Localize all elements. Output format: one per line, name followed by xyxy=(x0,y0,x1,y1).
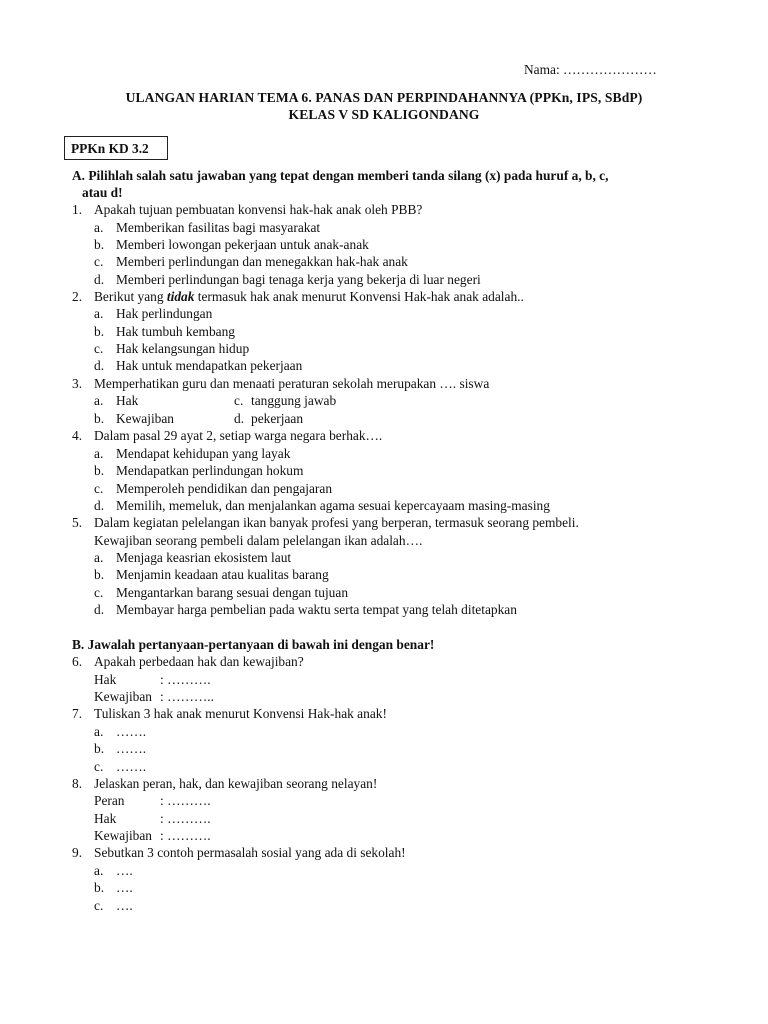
answer-blank[interactable]: …. xyxy=(116,863,133,878)
option-letter: b. xyxy=(94,463,105,478)
option-letter: a. xyxy=(94,220,104,235)
option-letter: a. xyxy=(94,306,104,321)
section-a-instruction: A. Pilihlah salah satu jawaban yang tepat dengan memberi tanda silang (x) pada huruf a, b, c, xyxy=(72,168,609,183)
option-text: Menjamin keadaan atau kualitas barang xyxy=(116,567,329,582)
option-text: Mendapatkan perlindungan hokum xyxy=(116,463,304,478)
question-number: 1. xyxy=(72,202,83,217)
answer-blank[interactable]: ……. xyxy=(116,741,147,756)
question-number: 5. xyxy=(72,515,83,530)
option-letter: d. xyxy=(94,272,105,287)
exam-title: ULANGAN HARIAN TEMA 6. PANAS DAN PERPINDAHANNYA (PPKn, IPS, SBdP) xyxy=(125,90,643,105)
option-text: Menjaga keasrian ekosistem laut xyxy=(116,550,292,565)
question-text: Apakah perbedaan hak dan kewajiban? xyxy=(94,654,304,669)
answer-label: Hak xyxy=(94,811,117,826)
answer-label: Kewajiban xyxy=(94,828,153,843)
emphasis-text: tidak xyxy=(166,289,195,304)
answer-blank[interactable]: …. xyxy=(116,898,133,913)
question-number: 3. xyxy=(72,376,83,391)
answer-blank[interactable]: : ………. xyxy=(160,811,211,826)
item-letter: c. xyxy=(94,898,104,913)
question-text: Dalam kegiatan pelelangan ikan banyak profesi yang berperan, termasuk seorang pembeli. xyxy=(94,515,579,530)
option-text: Memberi perlindungan bagi tenaga kerja yang bekerja di luar negeri xyxy=(116,272,481,287)
item-letter: b. xyxy=(94,741,105,756)
answer-blank[interactable]: ……. xyxy=(116,759,147,774)
option-text: tanggung jawab xyxy=(251,393,337,408)
option-letter: d. xyxy=(94,498,105,513)
option-text: Hak kelangsungan hidup xyxy=(116,341,250,356)
question-number: 6. xyxy=(72,654,83,669)
option-text: Membayar harga pembelian pada waktu serta tempat yang telah ditetapkan xyxy=(116,602,517,617)
class-title: KELAS V SD KALIGONDANG xyxy=(288,107,480,122)
question-text: Memperhatikan guru dan menaati peraturan sekolah merupakan …. siswa xyxy=(94,376,490,391)
question-text: Tuliskan 3 hak anak menurut Konvensi Hak-hak anak! xyxy=(94,706,387,721)
answer-label: Peran xyxy=(94,793,125,808)
question-text: Sebutkan 3 contoh permasalah sosial yang ada di sekolah! xyxy=(94,845,406,860)
answer-blank[interactable]: : ……….. xyxy=(160,689,214,704)
item-letter: b. xyxy=(94,880,105,895)
option-letter: d. xyxy=(94,602,105,617)
question-number: 2. xyxy=(72,289,83,304)
question-number: 7. xyxy=(72,706,83,721)
option-letter: b. xyxy=(94,567,105,582)
question-number: 4. xyxy=(72,428,83,443)
option-letter: c. xyxy=(94,585,104,600)
answer-label: Kewajiban xyxy=(94,689,153,704)
answer-blank[interactable]: : ………. xyxy=(160,828,211,843)
question-text: Berikut yang tidak termasuk hak anak menurut Konvensi Hak-hak anak adalah.. xyxy=(94,289,524,304)
option-text: Hak tumbuh kembang xyxy=(116,324,236,339)
option-letter: d. xyxy=(234,411,245,426)
answer-blank[interactable]: ……. xyxy=(116,724,147,739)
answer-label: Hak xyxy=(94,672,117,687)
answer-blank[interactable]: …. xyxy=(116,880,133,895)
section-a-instruction-cont: atau d! xyxy=(82,185,123,200)
option-letter: d. xyxy=(94,358,105,373)
option-letter: c. xyxy=(234,393,244,408)
answer-blank[interactable]: : ………. xyxy=(160,793,211,808)
answer-blank[interactable]: : ………. xyxy=(160,672,211,687)
option-text: Memberi lowongan pekerjaan untuk anak-anak xyxy=(116,237,369,252)
section-b-instruction: B. Jawalah pertanyaan-pertanyaan di bawah ini dengan benar! xyxy=(72,637,435,652)
option-text: pekerjaan xyxy=(251,411,304,426)
option-letter: b. xyxy=(94,411,105,426)
option-letter: a. xyxy=(94,550,104,565)
option-text: Hak perlindungan xyxy=(116,306,213,321)
question-text-cont: Kewajiban seorang pembeli dalam pelelangan ikan adalah…. xyxy=(94,533,423,548)
option-text: Memberikan fasilitas bagi masyarakat xyxy=(116,220,321,235)
question-text: Jelaskan peran, hak, dan kewajiban seorang nelayan! xyxy=(94,776,378,791)
question-text: Apakah tujuan pembuatan konvensi hak-hak anak oleh PBB? xyxy=(94,202,423,217)
option-text: Mendapat kehidupan yang layak xyxy=(116,446,291,461)
option-letter: b. xyxy=(94,237,105,252)
option-text: Memperoleh pendidikan dan pengajaran xyxy=(116,481,333,496)
question-number: 8. xyxy=(72,776,83,791)
option-text: Hak xyxy=(116,393,139,408)
option-letter: b. xyxy=(94,324,105,339)
option-text: Memilih, memeluk, dan menjalankan agama sesuai kepercayaam masing-masing xyxy=(116,498,550,513)
subject-box: PPKn KD 3.2 xyxy=(64,136,168,160)
item-letter: a. xyxy=(94,724,104,739)
option-text: Mengantarkan barang sesuai dengan tujuan xyxy=(116,585,349,600)
question-number: 9. xyxy=(72,845,83,860)
item-letter: c. xyxy=(94,759,104,774)
option-letter: a. xyxy=(94,393,104,408)
option-text: Kewajiban xyxy=(116,411,175,426)
item-letter: a. xyxy=(94,863,104,878)
name-field-label: Nama: ………………… xyxy=(524,62,657,77)
option-letter: c. xyxy=(94,481,104,496)
option-text: Hak untuk mendapatkan pekerjaan xyxy=(116,358,303,373)
option-text: Memberi perlindungan dan menegakkan hak-hak anak xyxy=(116,254,408,269)
option-letter: a. xyxy=(94,446,104,461)
option-letter: c. xyxy=(94,341,104,356)
option-letter: c. xyxy=(94,254,104,269)
question-text: Dalam pasal 29 ayat 2, setiap warga negara berhak…. xyxy=(94,428,383,443)
